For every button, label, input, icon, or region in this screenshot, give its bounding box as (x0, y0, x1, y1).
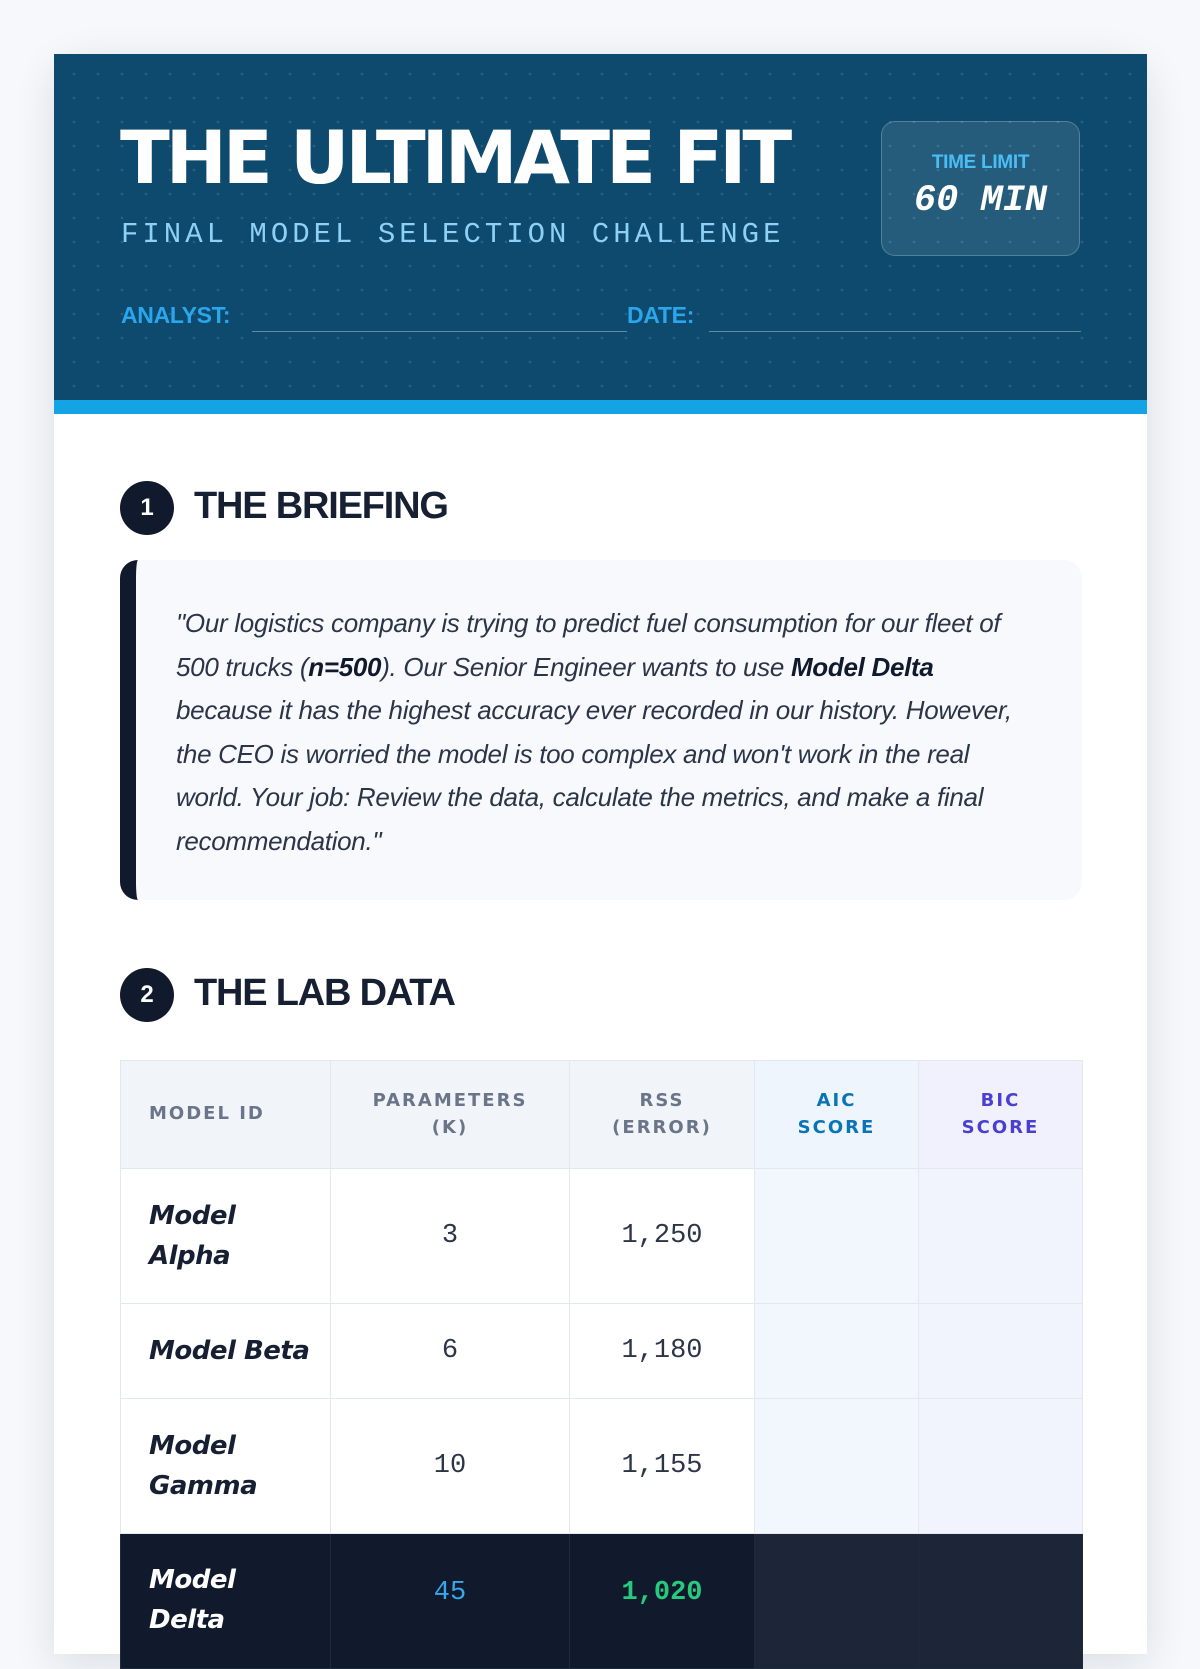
column-header-aic: AIC SCORE (755, 1061, 919, 1169)
rss-cell: 1,155 (570, 1399, 755, 1534)
rss-cell: 1,250 (570, 1169, 755, 1304)
time-limit-value: 60 MIN (913, 180, 1048, 222)
bic-input-cell[interactable] (919, 1169, 1083, 1304)
header (54, 54, 1147, 414)
section-number-badge: 2 (120, 968, 174, 1022)
aic-input-cell[interactable] (755, 1304, 919, 1399)
parameters-cell: 45 (331, 1534, 570, 1669)
model-id-cell: Model Delta (121, 1534, 331, 1669)
bic-input-cell[interactable] (919, 1534, 1083, 1669)
model-id-cell: Model Beta (121, 1304, 331, 1399)
table-row (121, 1399, 1083, 1534)
page-subtitle: FINAL MODEL SELECTION CHALLENGE (121, 218, 785, 251)
bic-input-cell[interactable] (919, 1399, 1083, 1534)
model-id-cell: Model Gamma (121, 1399, 331, 1534)
model-id-cell: Model Alpha (121, 1169, 331, 1304)
table-row (121, 1169, 1083, 1304)
aic-input-cell[interactable] (755, 1169, 919, 1304)
table-row (121, 1304, 1083, 1399)
parameters-cell: 3 (331, 1169, 570, 1304)
section-title-briefing: THE BRIEFING (194, 485, 448, 527)
analyst-field[interactable] (252, 331, 627, 332)
page-title: THE ULTIMATE FIT (120, 116, 789, 201)
section-number-badge: 1 (120, 481, 174, 535)
rss-cell: 1,020 (570, 1534, 755, 1669)
time-limit-label: TIME LIMIT (931, 152, 1030, 173)
worksheet-card (54, 54, 1147, 1654)
aic-input-cell[interactable] (755, 1534, 919, 1669)
parameters-cell: 10 (331, 1399, 570, 1534)
aic-input-cell[interactable] (755, 1399, 919, 1534)
column-header-bic: BIC SCORE (919, 1061, 1083, 1169)
rss-cell: 1,180 (570, 1304, 755, 1399)
header-accent-stripe (54, 400, 1147, 414)
briefing-text: "Our logistics company is trying to predict fuel consumption for our fleet of 500 trucks (n=500). Our Senior Engineer wants to use Model Delta because it has the highest accuracy ever recorded in our history. However, the CEO is worried the model is too complex and won't work in the real world. Your job: Review the data, calculate the metrics, and make a final recommendation." (176, 608, 1012, 856)
date-label: DATE: (627, 302, 695, 328)
briefing-quote (120, 560, 1082, 900)
date-field[interactable] (709, 331, 1081, 332)
briefing-emphasis-n: n=500 (308, 651, 382, 682)
table-row-highlighted (121, 1534, 1083, 1669)
section-title-lab-data: THE LAB DATA (194, 972, 455, 1014)
briefing-emphasis-model: Model Delta (790, 651, 934, 682)
column-header-model-id: MODEL ID (121, 1061, 331, 1169)
time-limit-box (881, 121, 1080, 256)
bic-input-cell[interactable] (919, 1304, 1083, 1399)
analyst-label: ANALYST: (121, 302, 231, 328)
lab-data-table (120, 1060, 1083, 1669)
column-header-parameters: PARAMETERS (K) (331, 1061, 570, 1169)
table-header-row (121, 1061, 1083, 1169)
parameters-cell: 6 (331, 1304, 570, 1399)
column-header-rss: RSS (ERROR) (570, 1061, 755, 1169)
